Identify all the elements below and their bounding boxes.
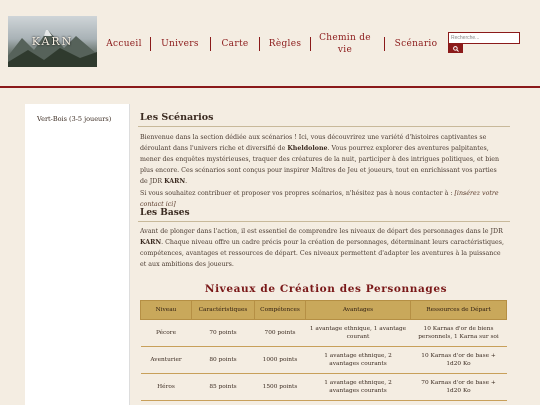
table-cell: 70 points bbox=[192, 320, 255, 347]
table-header-row bbox=[141, 301, 507, 320]
sidebar-item-vert-bois[interactable]: Vert-Bois (3-5 joueurs) bbox=[37, 115, 112, 123]
levels-table bbox=[140, 300, 507, 401]
search-input[interactable] bbox=[448, 32, 520, 44]
table-cell: 10 Karnas d'or de biens personnels, 1 Karna sur soi bbox=[411, 320, 507, 347]
title-divider bbox=[138, 126, 510, 127]
bases-heading: Les Bases bbox=[140, 208, 190, 218]
karn-logo[interactable] bbox=[8, 16, 97, 67]
column-header: Niveau bbox=[141, 301, 192, 320]
column-header: Avantages bbox=[306, 301, 411, 320]
table-cell: 1000 points bbox=[255, 347, 306, 374]
logo-text: KARN bbox=[31, 35, 74, 48]
nav-carte[interactable]: Carte bbox=[221, 39, 249, 49]
nav-regles[interactable]: Règles bbox=[268, 39, 302, 49]
table-cell: 1 avantage ethnique, 2 avantages courants bbox=[306, 374, 411, 401]
table-cell: 700 points bbox=[255, 320, 306, 347]
column-header: Compétences bbox=[255, 301, 306, 320]
sidebar bbox=[25, 104, 130, 405]
nav-divider bbox=[210, 37, 211, 51]
header-divider bbox=[0, 86, 540, 88]
nav-divider bbox=[384, 37, 385, 51]
table-cell: 70 Karnas d'or de base + 1d20 Ko bbox=[411, 374, 507, 401]
search-icon bbox=[453, 46, 459, 52]
bases-paragraph: Avant de plonger dans l'action, il est essentiel de comprendre les niveaux de départ des personnages dans le JDR KARN. Chaque niveau offre un cadre précis pour la création de personnages, déterminant leurs caractéristiques, compétences, avantages et ressources de départ. Ces niveaux permettent d'adapter les aventures à la puissance et aux ambitions des joueurs. bbox=[140, 228, 505, 268]
page-title: Les Scénarios bbox=[140, 112, 214, 123]
column-header: Caractéristiques bbox=[192, 301, 255, 320]
contribute-paragraph: Si vous souhaitez contribuer et proposer vos propres scénarios, n'hésitez pas à nous contacter à : [insérez votre contact ici] bbox=[140, 190, 499, 208]
nav-divider bbox=[259, 37, 260, 51]
nav-chemin-de-vie[interactable]: Chemin de vie bbox=[319, 33, 371, 55]
table-cell: 10 Karnas d'or de base + 1d20 Ko bbox=[411, 347, 507, 374]
column-header: Ressources de Départ bbox=[411, 301, 507, 320]
table-cell: Aventurier bbox=[141, 347, 192, 374]
table-row bbox=[141, 320, 507, 347]
nav-divider bbox=[150, 37, 151, 51]
table-cell: 1 avantage ethnique, 2 avantages courants bbox=[306, 347, 411, 374]
table-cell: Héros bbox=[141, 374, 192, 401]
search-button[interactable] bbox=[448, 44, 463, 53]
nav-accueil[interactable]: Accueil bbox=[106, 39, 142, 49]
nav-divider bbox=[310, 37, 311, 51]
table-cell: 80 points bbox=[192, 347, 255, 374]
intro-paragraph: Bienvenue dans la section dédiée aux scénarios ! Ici, vous découvrirez une variété d'histoires captivantes se déroulant dans l'univers riche et diversifié de Kheldolone. Vous pourrez explorer des aventures palpitantes, mener des enquêtes mystérieuses, traquer des créatures de la nuit, participer à des intrigues politiques, et bien plus encore. Ces scénarios sont conçus pour inspirer Maîtres de Jeu et joueurs, tout en enrichissant vos parties de JDR KARN. bbox=[140, 134, 500, 185]
table-row bbox=[141, 374, 507, 401]
table-cell: 1500 points bbox=[255, 374, 306, 401]
table-cell: 1 avantage ethnique, 1 avantage courant bbox=[306, 320, 411, 347]
site-header bbox=[0, 0, 540, 86]
nav-scenario[interactable]: Scénario bbox=[394, 39, 438, 49]
table-cell: 85 points bbox=[192, 374, 255, 401]
table-row bbox=[141, 347, 507, 374]
nav-univers[interactable]: Univers bbox=[161, 39, 199, 49]
bases-divider bbox=[138, 221, 510, 222]
table-cell: Pécore bbox=[141, 320, 192, 347]
table-title: Niveaux de Création des Personnages bbox=[204, 283, 448, 295]
contact-link[interactable]: [insérez votre contact ici] bbox=[140, 190, 499, 208]
